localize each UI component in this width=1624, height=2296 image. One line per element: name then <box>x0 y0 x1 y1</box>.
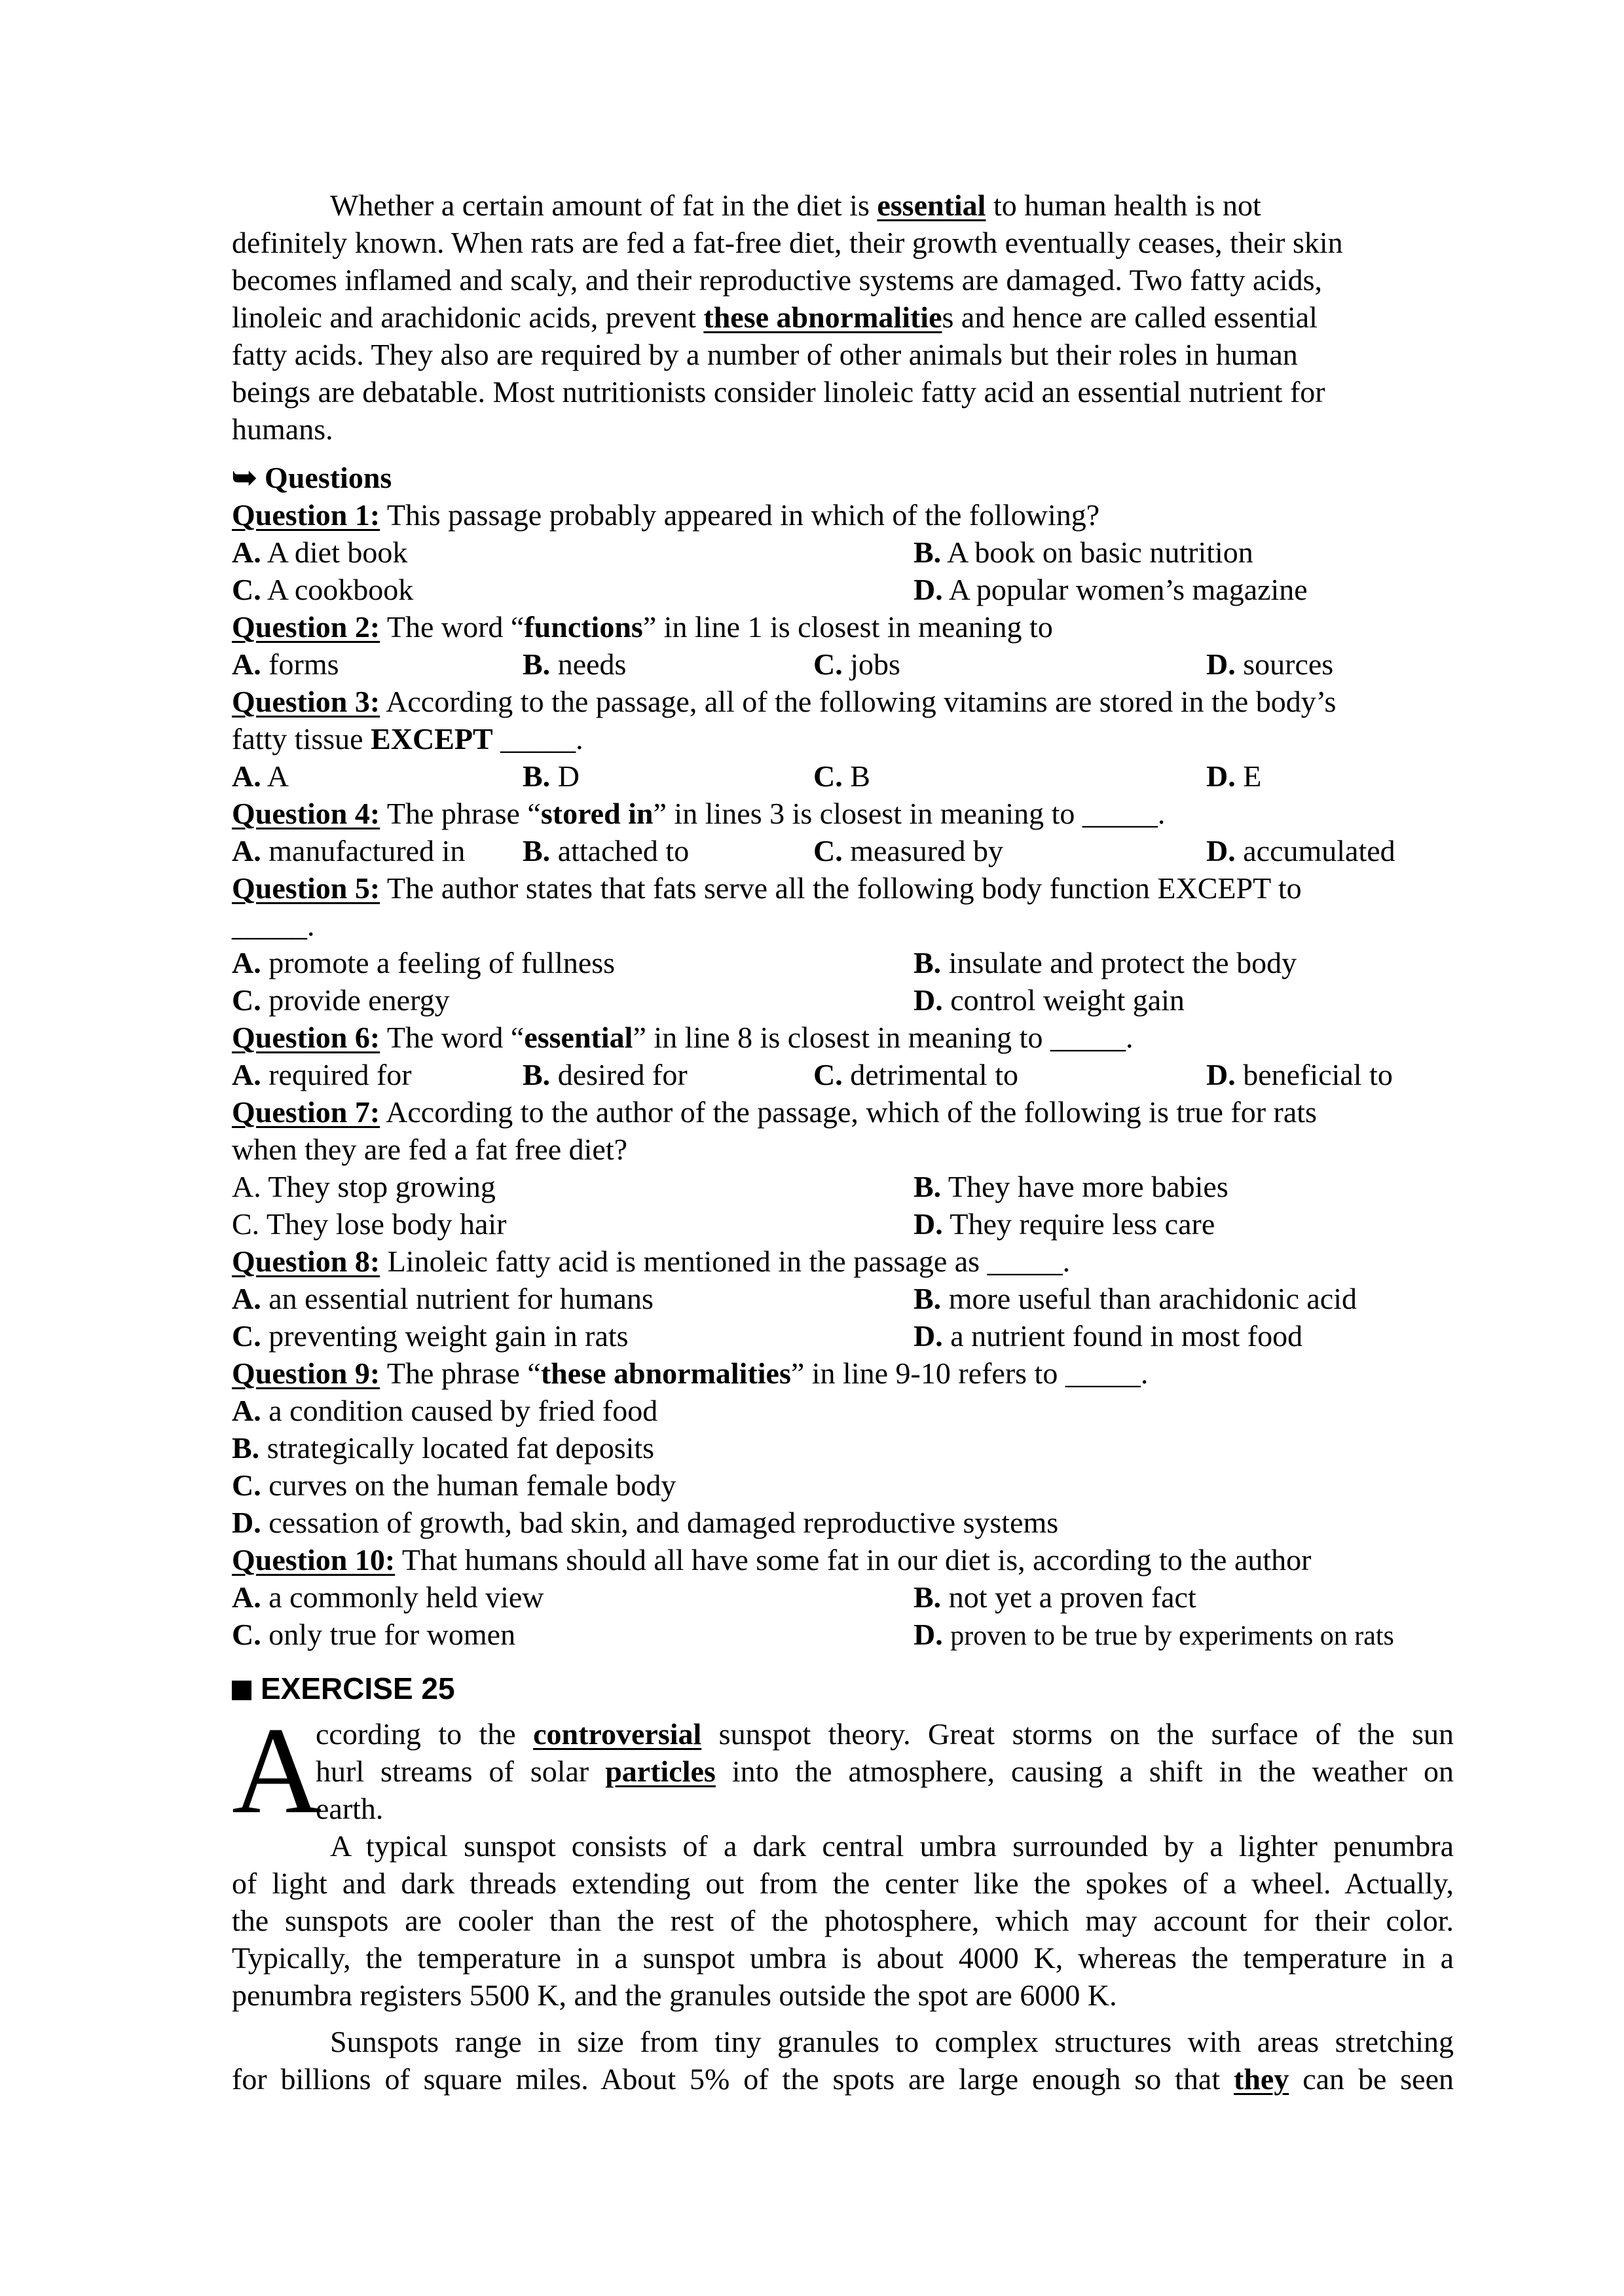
option-d[interactable]: D. control weight gain <box>913 983 1185 1017</box>
question-3-cont: fatty tissue EXCEPT _____. <box>232 722 583 756</box>
passage-line: ccording to the controversial sunspot theory. Great storms on the surface of the sun <box>316 1717 1454 1751</box>
options-row <box>232 1205 1454 1243</box>
option-a[interactable]: A. a condition caused by fried food <box>232 1394 658 1427</box>
passage-line: the sunspots are cooler than the rest of the photosphere, which may account for their color. <box>232 1904 1454 1937</box>
passage-line: definitely known. When rats are fed a fat-free diet, their growth eventually ceases, their skin <box>232 226 1343 259</box>
option-a[interactable]: A. They stop growing <box>232 1170 496 1203</box>
option-b[interactable]: B. not yet a proven fact <box>913 1580 1196 1614</box>
passage-line: becomes inflamed and scaly, and their reproductive systems are damaged. Two fatty acids, <box>232 263 1322 297</box>
passage-line: Sunspots range in size from tiny granules to complex structures with areas stretching <box>330 2025 1454 2058</box>
options-row <box>232 1616 1454 1653</box>
passage-line: Typically, the temperature in a sunspot umbra is about 4000 K, whereas the temperature in a <box>232 1941 1454 1975</box>
questions-heading <box>232 459 392 496</box>
options-row <box>232 1056 1454 1093</box>
option-c[interactable]: C. only true for women <box>232 1618 516 1651</box>
passage-line: hurl streams of solar particles into the atmosphere, causing a shift in the weather on <box>316 1755 1454 1788</box>
option-b[interactable]: B. desired for <box>523 1058 688 1091</box>
option-d[interactable]: D. A popular women’s magazine <box>913 573 1308 606</box>
options-row <box>232 1578 1454 1616</box>
option-d[interactable]: D. a nutrient found in most food <box>913 1319 1303 1353</box>
option-d[interactable]: D. E <box>1206 759 1262 793</box>
options-row <box>232 534 1454 571</box>
options-row <box>232 1317 1454 1355</box>
option-b[interactable]: B. more useful than arachidonic acid <box>913 1282 1357 1315</box>
option-c[interactable]: C. detrimental to <box>813 1058 1018 1091</box>
keyword-controversial: controversial <box>533 1717 702 1751</box>
option-b[interactable]: B. D <box>523 759 580 793</box>
options-row <box>232 832 1454 869</box>
option-a[interactable]: A. forms <box>232 647 339 681</box>
keyword-these-abnormalities: these abnormalitie <box>703 301 942 334</box>
text: Whether a certain amount of fat in the diet is <box>330 189 877 222</box>
options-row <box>232 944 1454 981</box>
question-10: Question 10: That humans should all have some fat in our diet is, according to the author <box>232 1543 1312 1576</box>
option-b[interactable]: B. They have more babies <box>913 1170 1228 1203</box>
option-b[interactable]: B. insulate and protect the body <box>913 946 1297 979</box>
passage-line <box>232 299 1318 336</box>
question-3: Question 3: According to the passage, all of the following vitamins are stored in the body’s <box>232 685 1337 718</box>
options-row <box>232 1280 1454 1317</box>
question-text: This passage probably appeared in which of the following? <box>380 498 1100 532</box>
passage-line: A typical sunspot consists of a dark central umbra surrounded by a lighter penumbra <box>330 1829 1454 1863</box>
text: linoleic and arachidonic acids, prevent <box>232 301 704 334</box>
passage-line: humans. <box>232 412 333 446</box>
passage-line: penumbra registers 5500 K, and the granules outside the spot are 6000 K. <box>232 1978 1117 2012</box>
option-c[interactable]: C. They lose body hair <box>232 1207 507 1241</box>
option-d[interactable]: D. sources <box>1206 647 1334 681</box>
option-d[interactable]: D. proven to be true by experiments on rats <box>913 1618 1394 1651</box>
option-a[interactable]: A. manufactured in <box>232 834 466 867</box>
options-row <box>232 981 1454 1019</box>
options-row <box>232 757 1454 795</box>
option-a[interactable]: A. an essential nutrient for humans <box>232 1282 654 1315</box>
question-2: Question 2: The word “functions” in line 1 is closest in meaning to <box>232 610 1053 644</box>
keyword-particles: particles <box>605 1755 716 1788</box>
option-c[interactable]: C. provide energy <box>232 983 450 1017</box>
keyword-they: they <box>1234 2062 1289 2096</box>
options-row <box>232 646 1454 683</box>
arrow-icon: ➥ <box>232 461 257 494</box>
option-c[interactable]: C. curves on the human female body <box>232 1468 676 1502</box>
passage-line: for billions of square miles. About 5% of the spots are large enough so that they can be seen <box>232 2062 1454 2096</box>
option-c[interactable]: C. jobs <box>813 647 900 681</box>
question-5: Question 5: The author states that fats serve all the following body function EXCEPT to <box>232 871 1302 905</box>
questions-label: Questions <box>265 461 392 494</box>
drop-cap: A <box>232 1702 322 1840</box>
question-9: Question 9: The phrase “these abnormalities” in line 9-10 refers to _____. <box>232 1357 1149 1390</box>
option-d[interactable]: D. beneficial to <box>1206 1058 1393 1091</box>
option-c[interactable]: C. B <box>813 759 870 793</box>
options-row <box>232 571 1454 608</box>
passage-line: fatty acids. They also are required by a number of other animals but their roles in human <box>232 338 1298 371</box>
question-6: Question 6: The word “essential” in line 8 is closest in meaning to _____. <box>232 1021 1134 1054</box>
option-d[interactable]: D. They require less care <box>913 1207 1215 1241</box>
passage-line: earth. <box>316 1792 384 1825</box>
passage-line: beings are debatable. Most nutritionists consider linoleic fatty acid an essential nutrient for <box>232 375 1325 409</box>
keyword-essential: essential <box>877 189 986 222</box>
passage-line: of light and dark threads extending out from the center like the spokes of a wheel. Actually, <box>232 1867 1454 1900</box>
option-a[interactable]: A. A diet book <box>232 536 408 569</box>
option-c[interactable]: C. A cookbook <box>232 573 414 606</box>
text: s and hence are called essential <box>942 301 1318 334</box>
option-d[interactable]: D. cessation of growth, bad skin, and damaged reproductive systems <box>232 1506 1059 1539</box>
options-row <box>232 1168 1454 1205</box>
passage-line <box>330 187 1261 224</box>
exercise-title: EXERCISE 25 <box>232 1670 455 1707</box>
option-b[interactable]: B. needs <box>523 647 627 681</box>
question-1 <box>232 496 1099 534</box>
question-8: Question 8: Linoleic fatty acid is mentioned in the passage as _____. <box>232 1245 1071 1278</box>
question-7: Question 7: According to the author of the passage, which of the following is true for rats <box>232 1095 1317 1129</box>
question-4: Question 4: The phrase “stored in” in lines 3 is closest in meaning to _____. <box>232 797 1166 830</box>
option-d[interactable]: D. accumulated <box>1206 834 1395 867</box>
exercise-intro <box>232 1702 1454 1840</box>
option-b[interactable]: B. A book on basic nutrition <box>913 536 1253 569</box>
text: to human health is not <box>986 189 1261 222</box>
question-5-cont: _____. <box>232 909 315 942</box>
option-c[interactable]: C. preventing weight gain in rats <box>232 1319 629 1353</box>
option-a[interactable]: A. a commonly held view <box>232 1580 544 1614</box>
square-bullet-icon <box>232 1681 251 1700</box>
question-label: Question 1: <box>232 498 380 532</box>
option-a[interactable]: A. required for <box>232 1058 412 1091</box>
option-a[interactable]: A. A <box>232 759 289 793</box>
option-c[interactable]: C. measured by <box>813 834 1003 867</box>
option-a[interactable]: A. promote a feeling of fullness <box>232 946 616 979</box>
option-b[interactable]: B. strategically located fat deposits <box>232 1431 655 1465</box>
question-7-cont: when they are fed a fat free diet? <box>232 1133 628 1166</box>
option-b[interactable]: B. attached to <box>523 834 690 867</box>
